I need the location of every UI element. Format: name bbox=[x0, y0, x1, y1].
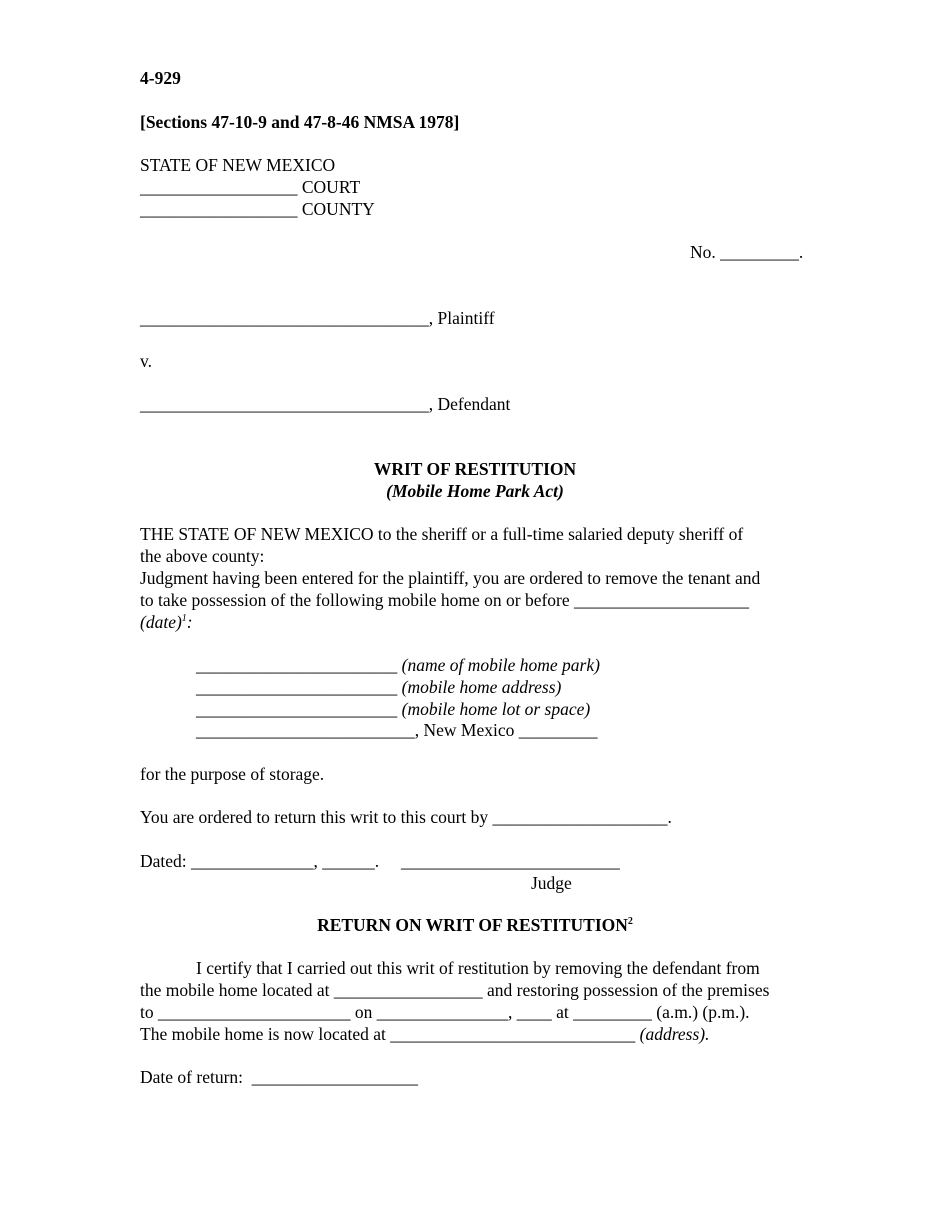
writ-body-line-3: Judgment having been entered for the plaintiff, you are ordered to remove the tenant and bbox=[140, 568, 761, 588]
mobile-home-lot-label: (mobile home lot or space) bbox=[401, 699, 591, 719]
plaintiff-label: , Plaintiff bbox=[428, 308, 495, 328]
mobile-home-lot-blank[interactable]: _______________________ bbox=[196, 699, 402, 719]
city-new-mexico-line[interactable]: _________________________, New Mexico _________ bbox=[196, 720, 598, 740]
date-label-line bbox=[140, 611, 193, 633]
case-number[interactable]: No. _________. bbox=[690, 242, 804, 262]
mobile-home-park-blank[interactable]: _______________________ bbox=[196, 655, 402, 675]
new-location-text[interactable]: The mobile home is now located at ____________________________ bbox=[140, 1024, 640, 1044]
footnote-2-marker: 2 bbox=[627, 916, 633, 928]
caption-county-line bbox=[140, 198, 375, 220]
return-order-line[interactable]: You are ordered to return this writ to this court by ____________________. bbox=[140, 807, 672, 827]
statute-reference: [Sections 47-10-9 and 47-8-46 NMSA 1978] bbox=[140, 112, 460, 132]
return-body-line-4 bbox=[140, 1023, 710, 1045]
form-number: 4-929 bbox=[140, 68, 181, 88]
defendant-line bbox=[140, 393, 510, 415]
caption-court-line bbox=[140, 176, 360, 198]
mobile-home-address-line bbox=[196, 676, 561, 698]
return-body-line-2[interactable]: the mobile home located at _________________ and restoring possession of the premises bbox=[140, 980, 770, 1000]
caption-state: STATE OF NEW MEXICO bbox=[140, 155, 336, 175]
mobile-home-park-line bbox=[196, 654, 600, 676]
address-label: (address). bbox=[639, 1024, 710, 1044]
court-label: COURT bbox=[297, 177, 361, 197]
mobile-home-address-label: (mobile home address) bbox=[401, 677, 562, 697]
writ-body-line-2: the above county: bbox=[140, 546, 265, 566]
return-body-line-3[interactable]: to ______________________ on _______________, ____ at _________ (a.m.) (p.m.). bbox=[140, 1002, 750, 1022]
writ-title: WRIT OF RESTITUTION bbox=[373, 459, 577, 479]
plaintiff-line bbox=[140, 307, 495, 329]
return-title-text: RETURN ON WRIT OF RESTITUTION bbox=[317, 915, 628, 935]
return-body-line-1: I certify that I carried out this writ of restitution by removing the defendant from bbox=[196, 958, 760, 978]
court-name-blank[interactable]: __________________ bbox=[140, 177, 298, 197]
mobile-home-lot-line bbox=[196, 698, 590, 720]
writ-body-line-4: to take possession of the following mobile home on or before ____________________ bbox=[140, 590, 750, 610]
footnote-1-marker: 1 bbox=[181, 613, 187, 625]
county-label: COUNTY bbox=[297, 199, 375, 219]
versus: v. bbox=[140, 351, 152, 371]
judge-label: Judge bbox=[531, 873, 572, 893]
defendant-label: , Defendant bbox=[428, 394, 511, 414]
date-of-return-line[interactable]: Date of return: ___________________ bbox=[140, 1067, 419, 1087]
return-title bbox=[0, 914, 950, 936]
date-colon: : bbox=[186, 612, 193, 632]
plaintiff-blank[interactable]: _________________________________ bbox=[140, 308, 429, 328]
mobile-home-address-blank[interactable]: _______________________ bbox=[196, 677, 402, 697]
writ-subtitle: (Mobile Home Park Act) bbox=[386, 481, 564, 501]
mobile-home-park-label: (name of mobile home park) bbox=[401, 655, 600, 675]
writ-body-line-1: THE STATE OF NEW MEXICO to the sheriff or a full-time salaried deputy sheriff of bbox=[140, 524, 744, 544]
dated-line[interactable]: Dated: ______________, ______. _________________________ bbox=[140, 851, 620, 871]
purpose-text: for the purpose of storage. bbox=[140, 764, 325, 784]
date-label: (date) bbox=[140, 612, 182, 632]
defendant-blank[interactable]: _________________________________ bbox=[140, 394, 429, 414]
county-name-blank[interactable]: __________________ bbox=[140, 199, 298, 219]
